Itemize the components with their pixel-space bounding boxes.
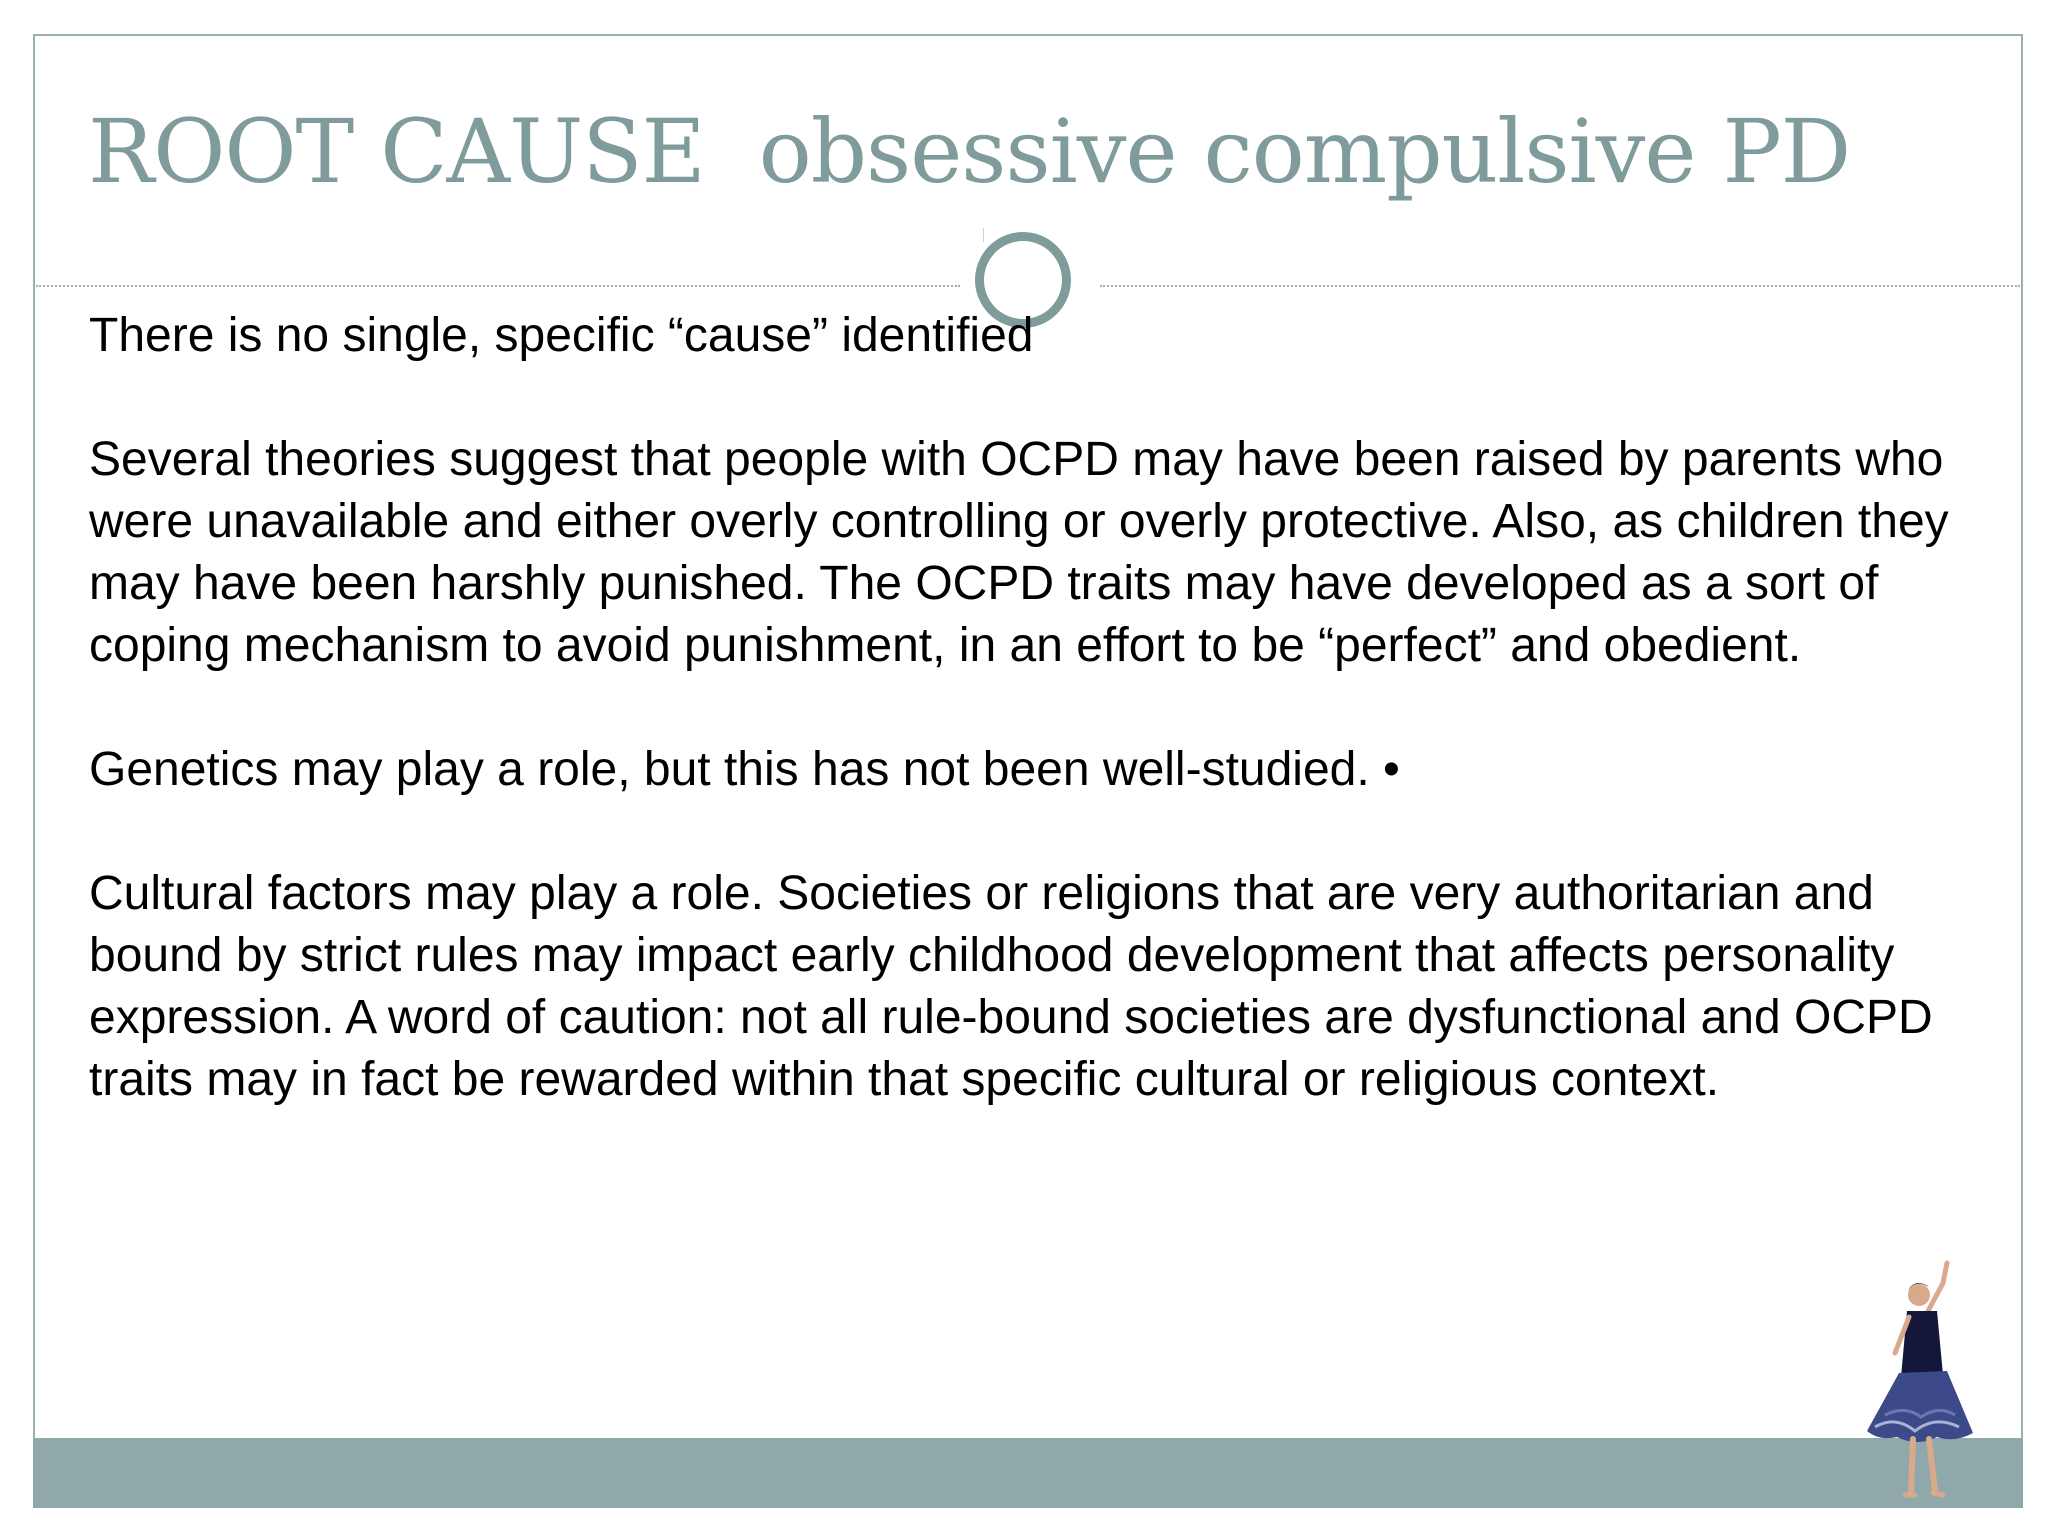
title-divider-left [36,285,960,287]
paragraph-genetics: Genetics may play a role, but this has not been well-studied. • [89,743,1400,796]
paragraph-parenting-theories: Several theories suggest that people with OCPD may have been raised by parents who were unavailable and either overly controlling or overly protective. Also, as children they may have been harshly punished. The OCPD traits may have developed as a sort of coping mechanism to avoid punishment, in an effort to be “perfect” and obedient. [89,433,1949,672]
title-divider-right [1100,285,2020,287]
dancing-woman-clipart [1855,1255,2005,1510]
divider-tick [983,228,984,242]
footer-band [33,1438,2023,1508]
paragraph-cultural-factors: Cultural factors may play a role. Societies or religions that are very authoritarian and bound by strict rules may impact early childhood development that affects personality expression. A word of caution: not all rule-bound societies are dysfunctional and OCPD traits may in fact be rewarded within that specific cultural or religious context. [89,867,1933,1106]
slide-body [89,305,1994,1173]
paragraph-no-single-cause: There is no single, specific “cause” identified [89,309,1034,362]
slide-title: ROOT CAUSE obsessive compulsive PD [88,100,1851,203]
